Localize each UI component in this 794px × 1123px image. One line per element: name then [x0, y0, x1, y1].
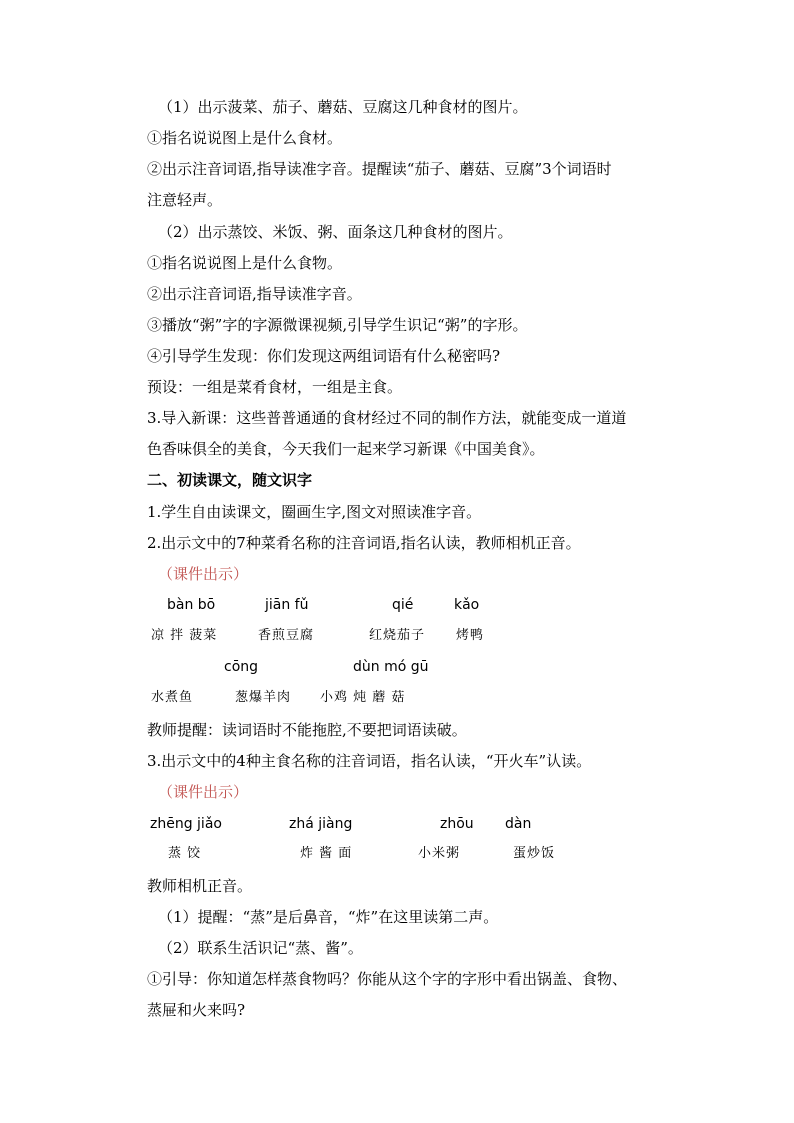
text-line: 注意轻声。: [147, 191, 223, 209]
text-line: ②出示注音词语,指导读准字音。提醒读“茄子、蘑菇、豆腐”3个词语时: [147, 160, 612, 178]
pinyin: cōng: [224, 659, 259, 675]
pinyin: jiān fǔ: [265, 597, 309, 613]
text-line: （2）联系生活识记“蒸、酱”。: [158, 939, 363, 957]
food-word: 水煮鱼: [151, 690, 194, 705]
text-line: ①指名说说图上是什么食物。: [147, 254, 343, 272]
text-line: ③播放“粥”字的字源微课视频,引导学生识记“粥”的字形。: [147, 316, 528, 334]
pinyin: qié: [392, 597, 414, 613]
text-line: 教师相机正音。: [147, 877, 253, 895]
pinyin: kǎo: [454, 597, 480, 613]
text-line: 预设：一组是菜肴食材，一组是主食。: [147, 378, 403, 396]
text-line: 3.导入新课：这些普普通通的食材经过不同的制作方法，就能变成一道道: [147, 409, 627, 427]
text-line: 教师提醒：读词语时不能拖腔,不要把词语读破。: [147, 721, 467, 739]
food-word: 炸 酱 面: [300, 846, 353, 861]
text-line: ②出示注音词语,指导读准字音。: [147, 285, 362, 303]
food-word: 小米粥: [418, 846, 461, 861]
pinyin: zhōu: [440, 816, 474, 832]
food-word: 葱爆羊肉: [235, 690, 292, 705]
text-line: （1）出示菠菜、茄子、蘑菇、豆腐这几种食材的图片。: [158, 98, 528, 116]
text-line: 蒸屉和火来吗?: [147, 1001, 246, 1019]
pinyin: dàn: [505, 816, 532, 832]
text-line: ④引导学生发现：你们发现这两组词语有什么秘密吗?: [147, 347, 501, 365]
text-line: 1.学生自由读课文，圈画生字,图文对照读准字音。: [147, 503, 482, 521]
text-line: 3.出示文中的4种主食名称的注音词语，指名认读，“开火车”认读。: [147, 752, 592, 770]
food-word: 蒸 饺: [168, 846, 202, 861]
courseware-label: （课件出示）: [158, 783, 249, 801]
section-heading: 二、初读课文，随文识字: [147, 471, 313, 489]
text-line: ①指名说说图上是什么食材。: [147, 129, 343, 147]
pinyin: bàn bō: [167, 597, 216, 613]
pinyin: zhá jiàng: [289, 816, 353, 832]
text-line: ①引导：你知道怎样蒸食物吗？你能从这个字的字形中看出锅盖、食物、: [147, 970, 628, 988]
text-line: 色香味俱全的美食，今天我们一起来学习新课《中国美食》。: [147, 440, 545, 458]
food-word: 香煎豆腐: [258, 628, 315, 643]
text-line: （1）提醒：“蒸”是后鼻音，“炸”在这里读第二声。: [158, 908, 499, 926]
courseware-label: （课件出示）: [158, 565, 249, 583]
food-word: 蛋炒饭: [513, 846, 556, 861]
food-word: 烤鸭: [456, 628, 485, 643]
text-line: 2.出示文中的7种菜肴名称的注音词语,指名认读，教师相机正音。: [147, 534, 581, 552]
pinyin: dùn mó gū: [353, 659, 429, 675]
food-word: 红烧茄子: [369, 628, 426, 643]
food-word: 凉 拌 菠菜: [151, 628, 218, 643]
food-word: 小鸡 炖 蘑 菇: [320, 690, 406, 705]
pinyin: zhēng jiǎo: [150, 816, 222, 832]
text-line: （2）出示蒸饺、米饭、粥、面条这几种食材的图片。: [158, 223, 513, 241]
